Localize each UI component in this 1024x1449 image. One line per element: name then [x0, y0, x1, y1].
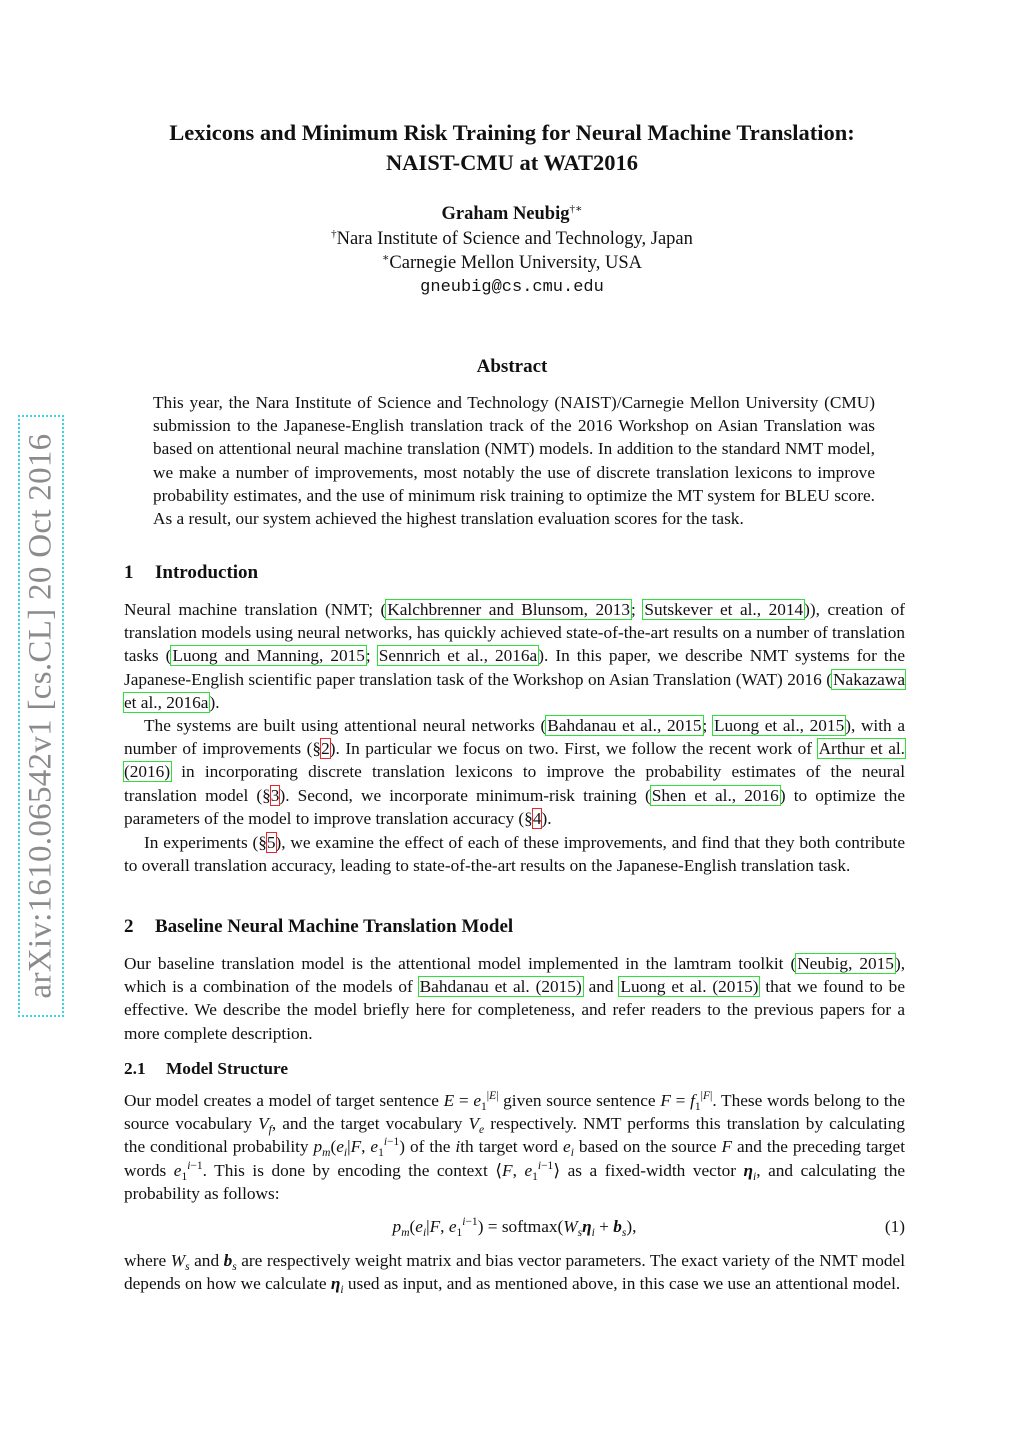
citation-link[interactable]: Luong and Manning, 2015: [172, 646, 365, 666]
text: ) to optimize the parameters of the model to improve translation accuracy (§: [124, 785, 905, 828]
text: ;: [365, 646, 378, 666]
author-email[interactable]: gneubig@cs.cmu.edu: [420, 277, 604, 297]
abstract-text: This year, the Nara Institute of Science and Technology (NAIST)/Carnegie Mellon University (CMU) submission to the Japanese-English translation track of the 2016 Workshop on Asian Translation was based on attentional neural machine translation (NMT) models. In addition to the standard NMT model, we make a number of improvements, most notably the use of discrete translation lexicons to improve probability estimates, and the use of minimum risk training to optimize the MT system for BLEU score. As a result, our system achieved the highest translation evaluation scores for the task.: [153, 393, 875, 529]
text: ). Second, we incorporate minimum-risk training (: [279, 785, 651, 805]
subsection-2-1-title: Model Structure: [166, 1059, 289, 1078]
text: ).: [541, 808, 552, 828]
subsection-2-1-heading: [124, 1059, 288, 1079]
subsection-2-1-number: 2.1: [124, 1059, 146, 1078]
title-line-1: Lexicons and Minimum Risk Training for Neural Machine Translation:: [169, 120, 855, 145]
author-name: Graham Neubig: [441, 204, 570, 224]
text: used as input, and as mentioned above, in this case we use an attentional model.: [343, 1274, 901, 1294]
section-ref-link[interactable]: 2: [321, 739, 330, 759]
text: ). In particular we focus on two. First, we follow the recent work of: [329, 739, 818, 759]
equation-explanation-paragraph: where $W_s$ and $b_s$ are respectively weight matrix and bias vector parameters. The exact variety of the NMT model depends on how we calculate $\eta_i$ used as input, and as mentioned above, in this case we use an attentional model.: [124, 1251, 905, 1297]
text: ). In this paper, we describe NMT systems for the Japanese-English scientific paper translation task of the Workshop on Asian Translation (WAT) 2016 (: [124, 646, 905, 689]
paper-title: [120, 118, 904, 178]
section-1-title: Introduction: [155, 562, 259, 583]
author-block: [120, 202, 904, 300]
text: In experiments (§: [144, 833, 267, 852]
equation-expression: $p_m(e_i|F$, $e_1^{i-1}$) = $softmax(W_s\eta_i + b_s)$,: [392, 1216, 637, 1239]
text: ).: [209, 692, 220, 712]
text: that we found to be effective. We describe the model briefly here for completeness, and refer readers to the previous papers for a more complete description.: [124, 977, 905, 1043]
citation-link[interactable]: Nakazawa et al., 2016a: [124, 669, 905, 712]
text: and: [189, 1251, 224, 1270]
section-2-number: 2: [124, 916, 134, 937]
intro-paragraph-2: [124, 714, 905, 830]
affiliation-2: Carnegie Mellon University, USA: [389, 253, 643, 273]
section-1-heading: [124, 562, 258, 584]
title-line-2: NAIST-CMU at WAT2016: [385, 150, 639, 175]
affil1-mark: †: [331, 227, 337, 240]
text: The systems are built using attentional neural networks (: [144, 716, 547, 735]
text: ), which is a combination of the models of: [124, 954, 906, 997]
citation-link[interactable]: Kalchbrenner and Blunsom, 2013: [387, 600, 631, 619]
text: and: [582, 977, 620, 997]
citation-link[interactable]: Bahdanau et al., 2015: [547, 716, 702, 735]
intro-paragraph-1: [124, 598, 905, 714]
citation-link[interactable]: Shen et al., 2016: [651, 785, 779, 805]
citation-link[interactable]: Sutskever et al., 2014: [644, 600, 804, 619]
text: Neural machine translation (NMT; (: [124, 600, 387, 619]
arxiv-stamp-text: arXiv:1610.06542v1 [cs.CL] 20 Oct 2016: [22, 433, 59, 999]
text: ;: [631, 600, 644, 619]
section-1-number: 1: [124, 562, 134, 583]
author-marks: †∗: [569, 202, 583, 215]
text: )), creation of translation models using neural networks, has quickly achieved state-of-the-art results on a number of translation tasks (: [124, 600, 906, 666]
text: in incorporating discrete translation lexicons to improve the probability estimates of the neural translation model (§: [124, 762, 905, 805]
intro-paragraph-3: [124, 831, 905, 877]
text: ), with a number of improvements (§: [124, 716, 905, 759]
affil2-mark: ∗: [381, 251, 390, 264]
text: ;: [702, 716, 713, 735]
model-structure-paragraph: Our model creates a model of target sentence $E = e_1^{|E|}$ given source sentence $F = f_1^{|F|}$. These words belong to the source vocabulary $V_f$, and the target vocabulary $V_e$ respectively. NMT performs this translation by calculating the conditional probability $p_m(e_i|F$, $e_1^{i-1}$) of the ith target word $e_i$ based on the source F and the preceding target words $e_1^{i-1}$. This is done by encoding the context ⟨F, $e_1^{i-1}⟩$ as a fixed-width vector $\eta_i$, and calculating the probability as follows:: [124, 1090, 906, 1203]
section-ref-link[interactable]: 5: [266, 833, 276, 852]
equation-1: [124, 1215, 905, 1239]
section-2-heading: [124, 916, 513, 938]
arxiv-side-stamp[interactable]: [18, 415, 64, 1017]
section-ref-link[interactable]: 3: [270, 785, 280, 805]
equation-number: (1): [884, 1217, 905, 1236]
text: Our baseline translation model is the attentional model implemented in the lamtram toolkit (: [124, 954, 797, 973]
text: ), we examine the effect of each of these improvements, and find that they both contribute to overall translation accuracy, leading to state-of-the-art results on the Japanese-English translation task.: [124, 833, 906, 876]
text: are respectively weight matrix and bias vector parameters. The exact variety of the NMT model depends on how we calculate: [124, 1251, 905, 1294]
citation-link[interactable]: Bahdanau et al. (2015): [419, 977, 582, 997]
section-2-title: Baseline Neural Machine Translation Model: [155, 916, 514, 937]
citation-link[interactable]: Arthur et al. (2016): [124, 739, 905, 782]
text: where: [124, 1251, 171, 1270]
citation-link[interactable]: Sennrich et al., 2016a: [378, 646, 538, 666]
affiliation-1: Nara Institute of Science and Technology, Japan: [336, 228, 693, 249]
abstract-heading: Abstract: [476, 356, 548, 377]
citation-link[interactable]: Neubig, 2015: [797, 954, 894, 973]
citation-link[interactable]: Luong et al. (2015): [620, 977, 759, 997]
citation-link[interactable]: Luong et al., 2015: [713, 716, 845, 735]
section-ref-link[interactable]: 4: [532, 808, 542, 828]
section-2-paragraph: [124, 952, 905, 1045]
